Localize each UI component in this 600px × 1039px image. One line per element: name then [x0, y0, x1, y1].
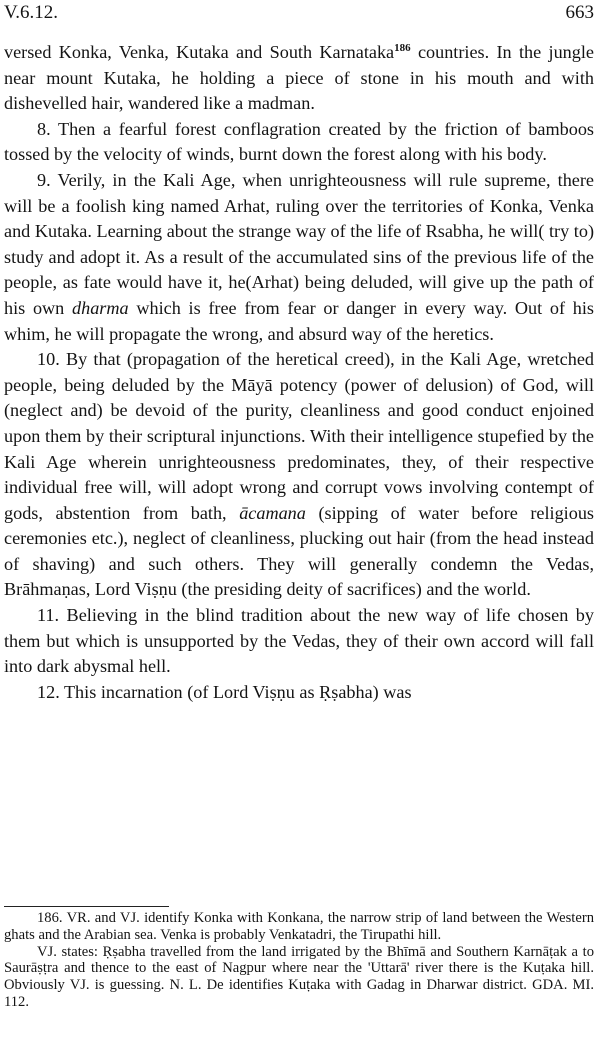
- paragraph-continuation: versed Konka, Venka, Kutaka and South Karnataka$^{186}$ countries. In the jungle near mount Kutaka, he holding a piece of stone in his mouth and with dishevelled hair, wandered like a madman.: [4, 41, 594, 114]
- footnotes: [4, 910, 594, 1011]
- verse-9: 9. Verily, in the Kali Age, when unrighteousness will rule supreme, there will be a foolish king named Arhat, ruling over the territories of Konka, Venka and Kutaka. Learning about the strange way of the life of Rsabha, he will( try to) study and adopt it. As a result of the accumulated sins of the previous life of the people, as fate would have it, he(Arhat) being deluded, will give up the path of his own dharma which is free from fear or danger in every way. Out of his whim, he will propagate the wrong, and absurd way of the heretics.: [4, 169, 595, 344]
- footnote-divider: [4, 906, 169, 907]
- page-number: 663: [565, 2, 594, 23]
- main-text: [4, 40, 594, 705]
- running-header: [4, 2, 594, 32]
- footnote-186: 186. VR. and VJ. identify Konka with Konkana, the narrow strip of land between the Western ghats and the Arabian sea. Venka is probably Venkatadri, the Tirupathi hill.: [4, 910, 594, 943]
- verse-11: 11. Believing in the blind tradition about the new way of life chosen by them but which is unsupported by the Vedas, they of their own accord will fall into dark abysmal hell.: [4, 605, 594, 677]
- footnote-vj: VJ. states: Ṛṣabha travelled from the land irrigated by the Bhīmā and Southern Karnāṭak a to Saurāṣṭra and thence to the east of Nagpur where near the 'Uttarā' river there is the Kuṭaka hill. Obviously VJ. is guessing. N. L. De identifies Kuṭaka with Gadag in Dharwar district. GDA. MI. 112.: [4, 943, 594, 1010]
- section-reference: V.6.12.: [4, 2, 59, 23]
- verse-12: 12. This incarnation (of Lord Viṣṇu as Ṛṣabha) was: [37, 681, 412, 702]
- verse-10: 10. By that (propagation of the heretical creed), in the Kali Age, wretched people, being deluded by the Māyā potency (power of delusion) of God, will (neglect and) be devoid of the purity, cleanliness and good conduct enjoined upon them by their scriptural injunctions. With their intelligence stupefied by the Kali Age wherein unrighteousness predominates, they, of their respective individual free will, will adopt wrong and corrupt vows involving contempt of gods, abstention from bath, ācamana (sipping of water before religious ceremonies etc.), neglect of cleanliness, plucking out hair (from the head instead of shaving) and such others. They will generally condemn the Vedas, Brāhmaṇas, Lord Viṣṇu (the presiding deity of sacrifices) and the world.: [4, 349, 594, 600]
- footnote-ref-186: 186: [394, 41, 411, 54]
- verse-8: 8. Then a fearful forest conflagration created by the friction of bamboos tossed by the velocity of winds, burnt down the forest along with his body.: [4, 118, 594, 165]
